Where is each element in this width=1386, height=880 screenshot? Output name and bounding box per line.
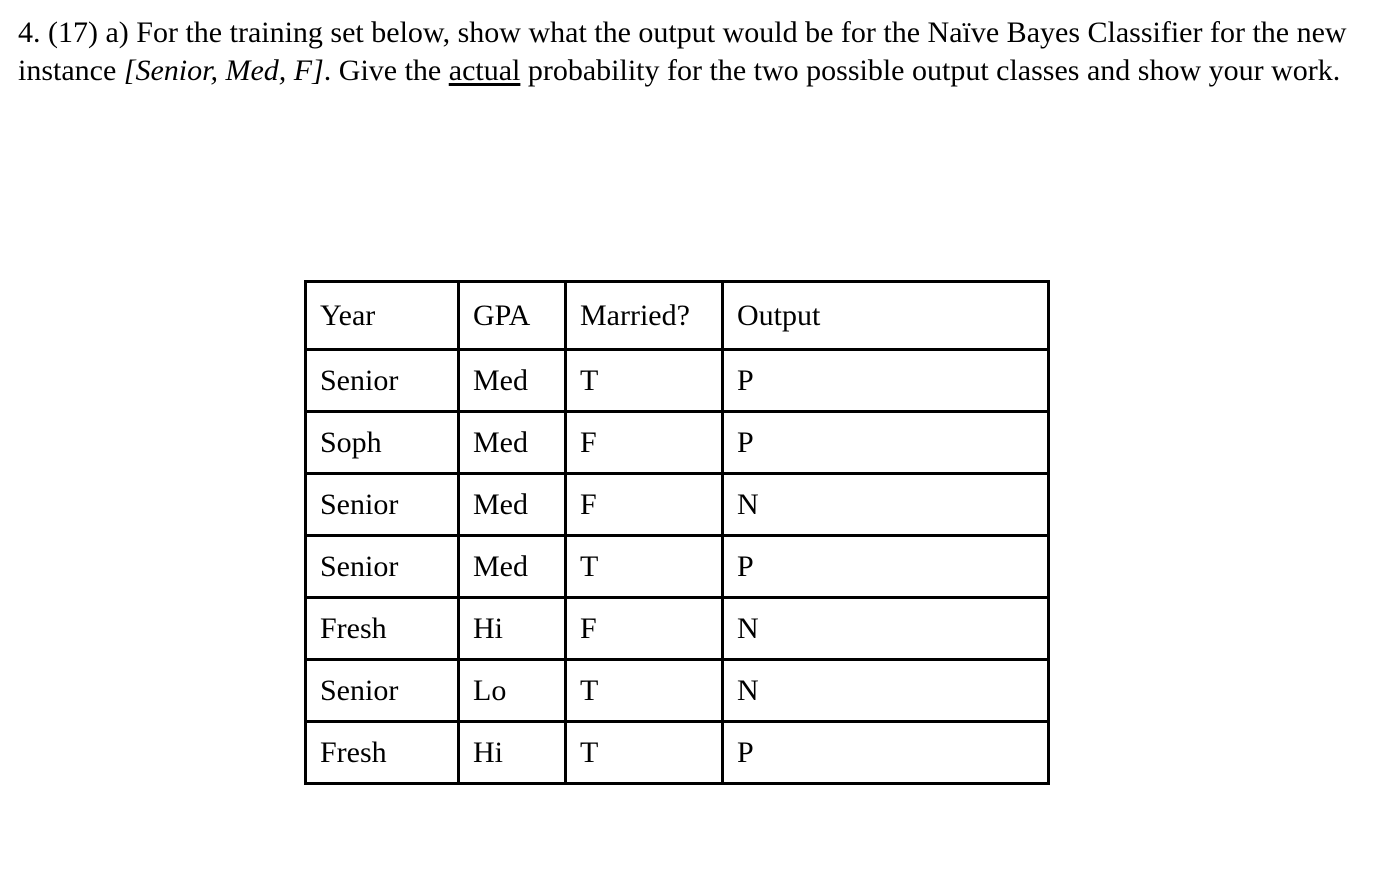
- cell-year: Soph: [306, 412, 459, 474]
- table-row: [306, 660, 1049, 722]
- cell-gpa: Med: [459, 536, 566, 598]
- header-output: Output: [723, 282, 1049, 350]
- cell-year: Fresh: [306, 598, 459, 660]
- emphasis-actual: actual: [448, 54, 521, 87]
- cell-year: Senior: [306, 660, 459, 722]
- cell-married: T: [566, 536, 723, 598]
- cell-output: P: [723, 536, 1049, 598]
- cell-output: N: [723, 660, 1049, 722]
- question-prompt-middle: . Give the: [323, 54, 442, 87]
- cell-gpa: Hi: [459, 722, 566, 784]
- cell-gpa: Med: [459, 350, 566, 412]
- cell-married: T: [566, 350, 723, 412]
- cell-year: Senior: [306, 474, 459, 536]
- new-instance: [Senior, Med, F]: [123, 54, 324, 87]
- table-row: [306, 350, 1049, 412]
- cell-married: T: [566, 660, 723, 722]
- header-married: Married?: [566, 282, 723, 350]
- cell-gpa: Med: [459, 412, 566, 474]
- question-points: (17): [48, 16, 98, 49]
- question-number: 4.: [18, 16, 41, 49]
- header-gpa: GPA: [459, 282, 566, 350]
- question-prompt: For the training set below, show what the output would be for the Naïve Bayes Classifier for the new instance: [18, 16, 1347, 87]
- cell-output: N: [723, 598, 1049, 660]
- cell-married: T: [566, 722, 723, 784]
- table-row: [306, 412, 1049, 474]
- table-row: [306, 598, 1049, 660]
- cell-output: N: [723, 474, 1049, 536]
- table-row: [306, 722, 1049, 784]
- header-year: Year: [306, 282, 459, 350]
- cell-gpa: Lo: [459, 660, 566, 722]
- cell-married: F: [566, 412, 723, 474]
- table-header-row: [306, 282, 1049, 350]
- table-row: [306, 536, 1049, 598]
- cell-year: Fresh: [306, 722, 459, 784]
- cell-output: P: [723, 722, 1049, 784]
- cell-gpa: Hi: [459, 598, 566, 660]
- question-prompt-end: probability for the two possible output classes and show your work.: [527, 54, 1341, 87]
- table-row: [306, 474, 1049, 536]
- cell-year: Senior: [306, 350, 459, 412]
- cell-output: P: [723, 412, 1049, 474]
- cell-gpa: Med: [459, 474, 566, 536]
- question-text: [18, 14, 1368, 90]
- cell-married: F: [566, 598, 723, 660]
- cell-output: P: [723, 350, 1049, 412]
- cell-year: Senior: [306, 536, 459, 598]
- question-part: a): [105, 16, 129, 49]
- training-set-table: [304, 280, 1050, 785]
- cell-married: F: [566, 474, 723, 536]
